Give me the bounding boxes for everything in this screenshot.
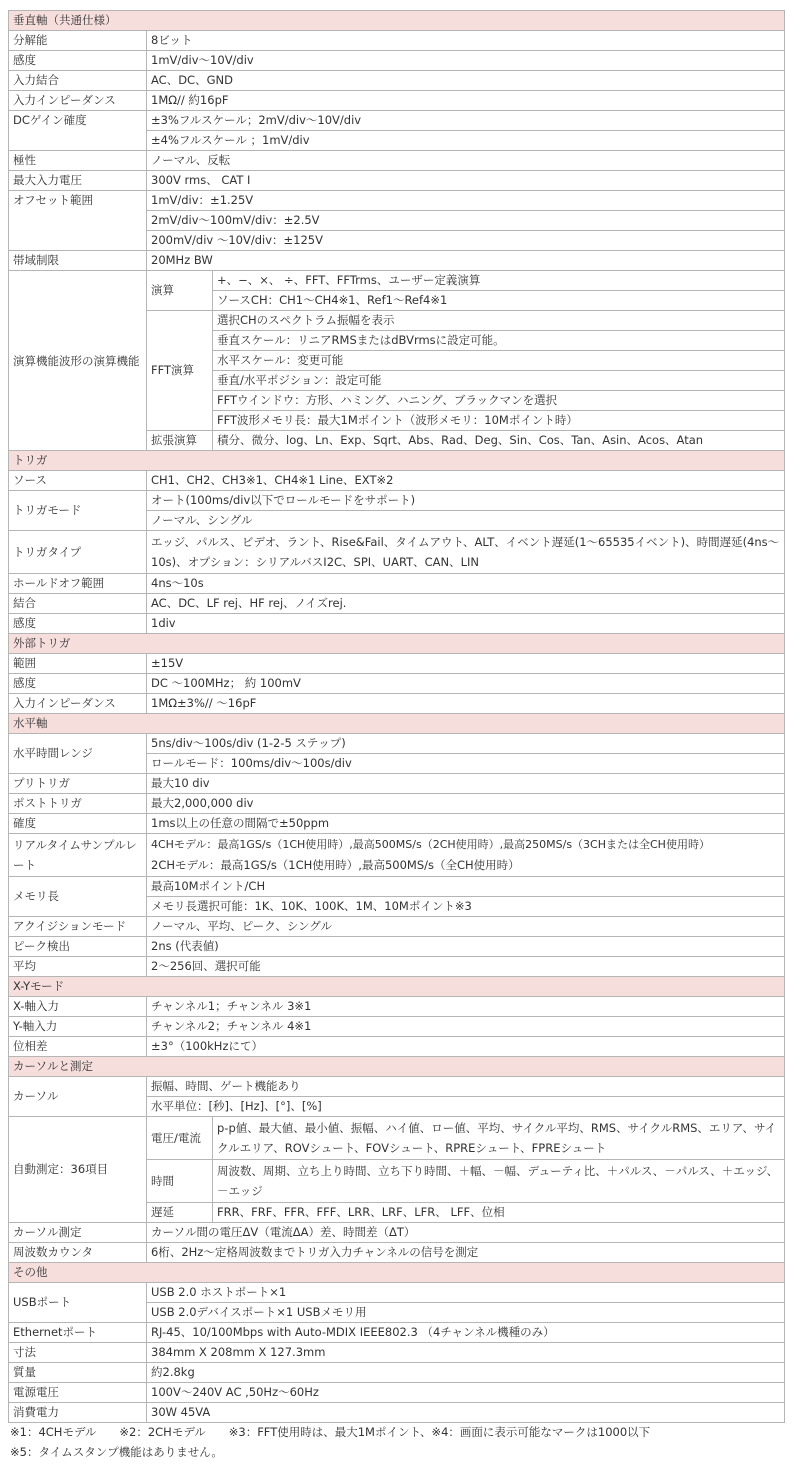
spec-row bbox=[9, 51, 785, 71]
spec-row bbox=[9, 1283, 785, 1303]
spec-row bbox=[9, 531, 785, 574]
row-label: 確度 bbox=[9, 814, 147, 834]
row-label: 電源電圧 bbox=[9, 1383, 147, 1403]
spec-row bbox=[9, 937, 785, 957]
row-label: 結合 bbox=[9, 594, 147, 614]
spec-row bbox=[9, 1017, 785, 1037]
row-value: USB 2.0 ホストポート×1 bbox=[147, 1283, 785, 1303]
spec-row bbox=[9, 1343, 785, 1363]
row-value: 2CHモデル：最高1GS/s（1CH使用時）,最高500MS/s（全CH使用時） bbox=[151, 858, 520, 872]
row-value: ノーマル、平均、ピーク、シングル bbox=[147, 917, 785, 937]
section-row bbox=[9, 1057, 785, 1077]
row-value: 2mV/div～100mV/div：±2.5V bbox=[147, 211, 785, 231]
row-value: 選択CHのスペクトラム振幅を表示 bbox=[213, 311, 785, 331]
row-value: 100V～240V AC ,50Hz～60Hz bbox=[147, 1383, 785, 1403]
row-label: DCゲイン確度 bbox=[9, 111, 147, 151]
row-value: 2ns (代表値) bbox=[147, 937, 785, 957]
spec-row bbox=[9, 171, 785, 191]
row-label: 位相差 bbox=[9, 1037, 147, 1057]
spec-row bbox=[9, 834, 785, 877]
row-value: 1MΩ±3%// ～16pF bbox=[147, 694, 785, 714]
spec-row bbox=[9, 1383, 785, 1403]
row-label: 自動測定：36項目 bbox=[9, 1117, 147, 1223]
row-value: 300V rms、 CAT Ⅰ bbox=[147, 171, 785, 191]
spec-row bbox=[9, 1117, 785, 1160]
row-value: FFTウインドウ：方形、ハミング、ハニング、ブラックマンを選択 bbox=[213, 391, 785, 411]
row-value: 水平スケール：変更可能 bbox=[213, 351, 785, 371]
row-label: リアルタイムサンプルレート bbox=[9, 834, 147, 877]
row-value: オート(100ms/div以下でロールモードをサポート) bbox=[147, 491, 785, 511]
row-label: USBポート bbox=[9, 1283, 147, 1323]
row-value: AC、DC、LF rej、HF rej、ノイズrej. bbox=[147, 594, 785, 614]
section-xy: X-Yモード bbox=[9, 977, 785, 997]
row-label: 帯域制限 bbox=[9, 251, 147, 271]
row-value: 水平単位：[秒]、[Hz]、[°]、[%] bbox=[147, 1097, 785, 1117]
spec-row bbox=[9, 251, 785, 271]
row-label: 感度 bbox=[9, 614, 147, 634]
row-value: 5ns/div～100s/div (1-2-5 ステップ) bbox=[147, 734, 785, 754]
spec-row bbox=[9, 1077, 785, 1097]
row-label: X-軸入力 bbox=[9, 997, 147, 1017]
sub-label: 時間 bbox=[147, 1160, 213, 1203]
section-ext-trigger: 外部トリガ bbox=[9, 634, 785, 654]
spec-row bbox=[9, 271, 785, 291]
row-value: 8ビット bbox=[147, 31, 785, 51]
row-value: 30W 45VA bbox=[147, 1403, 785, 1423]
row-label: カーソル測定 bbox=[9, 1223, 147, 1243]
row-value: 垂直/水平ポジション：設定可能 bbox=[213, 371, 785, 391]
row-value: ソースCH：CH1～CH4※1、Ref1～Ref4※1 bbox=[213, 291, 785, 311]
sub-label: FFT演算 bbox=[147, 311, 213, 431]
spec-row bbox=[9, 1243, 785, 1263]
row-value: 200mV/div ～10V/div：±125V bbox=[147, 231, 785, 251]
row-value: 1MΩ// 約16pF bbox=[147, 91, 785, 111]
row-label: ポストトリガ bbox=[9, 794, 147, 814]
row-label: 極性 bbox=[9, 151, 147, 171]
spec-table bbox=[8, 10, 785, 1423]
row-value: 1ms以上の任意の間隔で±50ppm bbox=[147, 814, 785, 834]
spec-row bbox=[9, 774, 785, 794]
row-value: ±15V bbox=[147, 654, 785, 674]
spec-row bbox=[9, 674, 785, 694]
spec-row bbox=[9, 957, 785, 977]
row-value: 384mm X 208mm X 127.3mm bbox=[147, 1343, 785, 1363]
row-label: 分解能 bbox=[9, 31, 147, 51]
section-row bbox=[9, 634, 785, 654]
row-value: チャンネル2；チャンネル 4※1 bbox=[147, 1017, 785, 1037]
section-row bbox=[9, 977, 785, 997]
sub-label: 電圧/電流 bbox=[147, 1117, 213, 1160]
row-label: 感度 bbox=[9, 51, 147, 71]
spec-row bbox=[9, 491, 785, 511]
section-row bbox=[9, 714, 785, 734]
spec-row bbox=[9, 654, 785, 674]
row-label: トリガタイプ bbox=[9, 531, 147, 574]
row-label: 寸法 bbox=[9, 1343, 147, 1363]
row-value: 最高10Mポイント/CH bbox=[147, 877, 785, 897]
row-value: 4ns～10s bbox=[147, 574, 785, 594]
spec-row bbox=[9, 917, 785, 937]
row-value: 最大2,000,000 div bbox=[147, 794, 785, 814]
row-value: ロールモード：100ms/div～100s/div bbox=[147, 754, 785, 774]
spec-row bbox=[9, 151, 785, 171]
row-label: 消費電力 bbox=[9, 1403, 147, 1423]
row-value: p-p値、最大値、最小値、振幅、ハイ値、ロー値、平均、サイクル平均、RMS、サイクルRMS、エリア、サイクルエリア、ROVシュート、FOVシュート、RPREシュート、FPREシュート bbox=[213, 1117, 785, 1160]
row-value: +、−、×、 ÷、FFT、FFTrms、ユーザー定義演算 bbox=[213, 271, 785, 291]
row-value: ノーマル、反転 bbox=[147, 151, 785, 171]
section-trigger: トリガ bbox=[9, 451, 785, 471]
spec-row bbox=[9, 594, 785, 614]
row-value: 垂直スケール：リニアRMSまたはdBVrmsに設定可能。 bbox=[213, 331, 785, 351]
row-value: 6桁、2Hz～定格周波数までトリガ入力チャンネルの信号を測定 bbox=[147, 1243, 785, 1263]
spec-row bbox=[9, 997, 785, 1017]
row-value: 4CHモデル：最高1GS/s（1CH使用時）,最高500MS/s（2CH使用時）,最高250MS/s（3CHまたは全CH使用時） bbox=[151, 838, 710, 851]
row-value: DC ～100MHz； 約 100mV bbox=[147, 674, 785, 694]
row-label: 入力インピーダンス bbox=[9, 91, 147, 111]
row-value: USB 2.0デバイスポート×1 USBメモリ用 bbox=[147, 1303, 785, 1323]
sub-label: 演算 bbox=[147, 271, 213, 311]
section-horizontal: 水平軸 bbox=[9, 714, 785, 734]
spec-row bbox=[9, 1403, 785, 1423]
row-label: 平均 bbox=[9, 957, 147, 977]
row-label: 感度 bbox=[9, 674, 147, 694]
spec-row bbox=[9, 1037, 785, 1057]
row-value: 2～256回、選択可能 bbox=[147, 957, 785, 977]
row-label: メモリ長 bbox=[9, 877, 147, 917]
section-vertical: 垂直軸（共通仕様） bbox=[9, 11, 785, 31]
row-value: FFT波形メモリ長：最大1Mポイント（波形メモリ：10Mポイント時） bbox=[213, 411, 785, 431]
row-label: アクイジションモード bbox=[9, 917, 147, 937]
row-value: メモリ長選択可能：1K、10K、100K、1M、10Mポイント※3 bbox=[147, 897, 785, 917]
section-cursor: カーソルと測定 bbox=[9, 1057, 785, 1077]
row-value: 最大10 div bbox=[147, 774, 785, 794]
row-value: 1div bbox=[147, 614, 785, 634]
row-value: 1mV/div～10V/div bbox=[147, 51, 785, 71]
row-label: 周波数カウンタ bbox=[9, 1243, 147, 1263]
row-value-group bbox=[147, 834, 785, 877]
section-row bbox=[9, 11, 785, 31]
row-value: ±4%フルスケール ；1mV/div bbox=[147, 131, 785, 151]
spec-row bbox=[9, 694, 785, 714]
row-value: ±3°（100kHzにて） bbox=[147, 1037, 785, 1057]
spec-row bbox=[9, 111, 785, 131]
section-row bbox=[9, 1263, 785, 1283]
spec-row bbox=[9, 877, 785, 897]
row-value: CH1、CH2、CH3※1、CH4※1 Line、EXT※2 bbox=[147, 471, 785, 491]
row-label: ピーク検出 bbox=[9, 937, 147, 957]
row-value: カーソル間の電圧ΔV（電流ΔA）差、時間差（ΔT） bbox=[147, 1223, 785, 1243]
section-other: その他 bbox=[9, 1263, 785, 1283]
spec-row bbox=[9, 614, 785, 634]
row-label: 入力インピーダンス bbox=[9, 694, 147, 714]
row-value: ±3%フルスケール；2mV/div～10V/div bbox=[147, 111, 785, 131]
row-label: ソース bbox=[9, 471, 147, 491]
row-value: エッジ、パルス、ビデオ、ラント、Rise&Fail、タイムアウト、ALT、イベント遅延(1～65535イベント)、時間遅延(4ns～10s)、オプション：シリアルバスI2C、SPI、UART、CAN、LIN bbox=[147, 531, 785, 574]
spec-row bbox=[9, 91, 785, 111]
row-value: FRR、FRF、FFR、FFF、LRR、LRF、LFR、 LFF、位相 bbox=[213, 1203, 785, 1223]
row-label: 範囲 bbox=[9, 654, 147, 674]
row-label: 演算機能波形の演算機能 bbox=[9, 271, 147, 451]
spec-row bbox=[9, 71, 785, 91]
row-value: AC、DC、GND bbox=[147, 71, 785, 91]
row-value: ノーマル、シングル bbox=[147, 511, 785, 531]
spec-row bbox=[9, 794, 785, 814]
spec-row bbox=[9, 471, 785, 491]
row-value: 積分、微分、log、Ln、Exp、Sqrt、Abs、Rad、Deg、Sin、Cos、Tan、Asin、Acos、Atan bbox=[213, 431, 785, 451]
row-label: ホールドオフ範囲 bbox=[9, 574, 147, 594]
spec-row bbox=[9, 814, 785, 834]
sub-label: 拡張演算 bbox=[147, 431, 213, 451]
row-label: Y-軸入力 bbox=[9, 1017, 147, 1037]
row-label: 水平時間レンジ bbox=[9, 734, 147, 774]
row-label: カーソル bbox=[9, 1077, 147, 1117]
footnotes bbox=[10, 1422, 650, 1462]
spec-row bbox=[9, 31, 785, 51]
row-value: 20MHz BW bbox=[147, 251, 785, 271]
row-label: トリガモード bbox=[9, 491, 147, 531]
spec-row bbox=[9, 1223, 785, 1243]
footnote-line: ※1：4CHモデル ※2：2CHモデル ※3：FFT使用時は、最大1Mポイント、※4：画面に表示可能なマークは1000以下 bbox=[10, 1425, 651, 1439]
row-value: 約2.8kg bbox=[147, 1363, 785, 1383]
spec-row bbox=[9, 734, 785, 754]
spec-row bbox=[9, 1363, 785, 1383]
row-label: 最大入力電圧 bbox=[9, 171, 147, 191]
row-value: RJ-45、10/100Mbps with Auto-MDIX IEEE802.3 （4チャンネル機種のみ） bbox=[147, 1323, 785, 1343]
row-value: 1mV/div：±1.25V bbox=[147, 191, 785, 211]
row-label: Ethernetポート bbox=[9, 1323, 147, 1343]
row-value: チャンネル1；チャンネル 3※1 bbox=[147, 997, 785, 1017]
sub-label: 遅延 bbox=[147, 1203, 213, 1223]
row-value: 周波数、周期、立ち上り時間、立ち下り時間、＋幅、－幅、デューティ比、＋パルス、－パルス、＋エッジ、－エッジ bbox=[213, 1160, 785, 1203]
row-label: 入力結合 bbox=[9, 71, 147, 91]
row-label: プリトリガ bbox=[9, 774, 147, 794]
spec-row bbox=[9, 191, 785, 211]
row-value: 振幅、時間、ゲート機能あり bbox=[147, 1077, 785, 1097]
section-row bbox=[9, 451, 785, 471]
row-label: 質量 bbox=[9, 1363, 147, 1383]
spec-row bbox=[9, 574, 785, 594]
spec-row bbox=[9, 1323, 785, 1343]
row-label: オフセット範囲 bbox=[9, 191, 147, 251]
footnote-line: ※5：タイムスタンプ機能はありません。 bbox=[10, 1445, 223, 1459]
